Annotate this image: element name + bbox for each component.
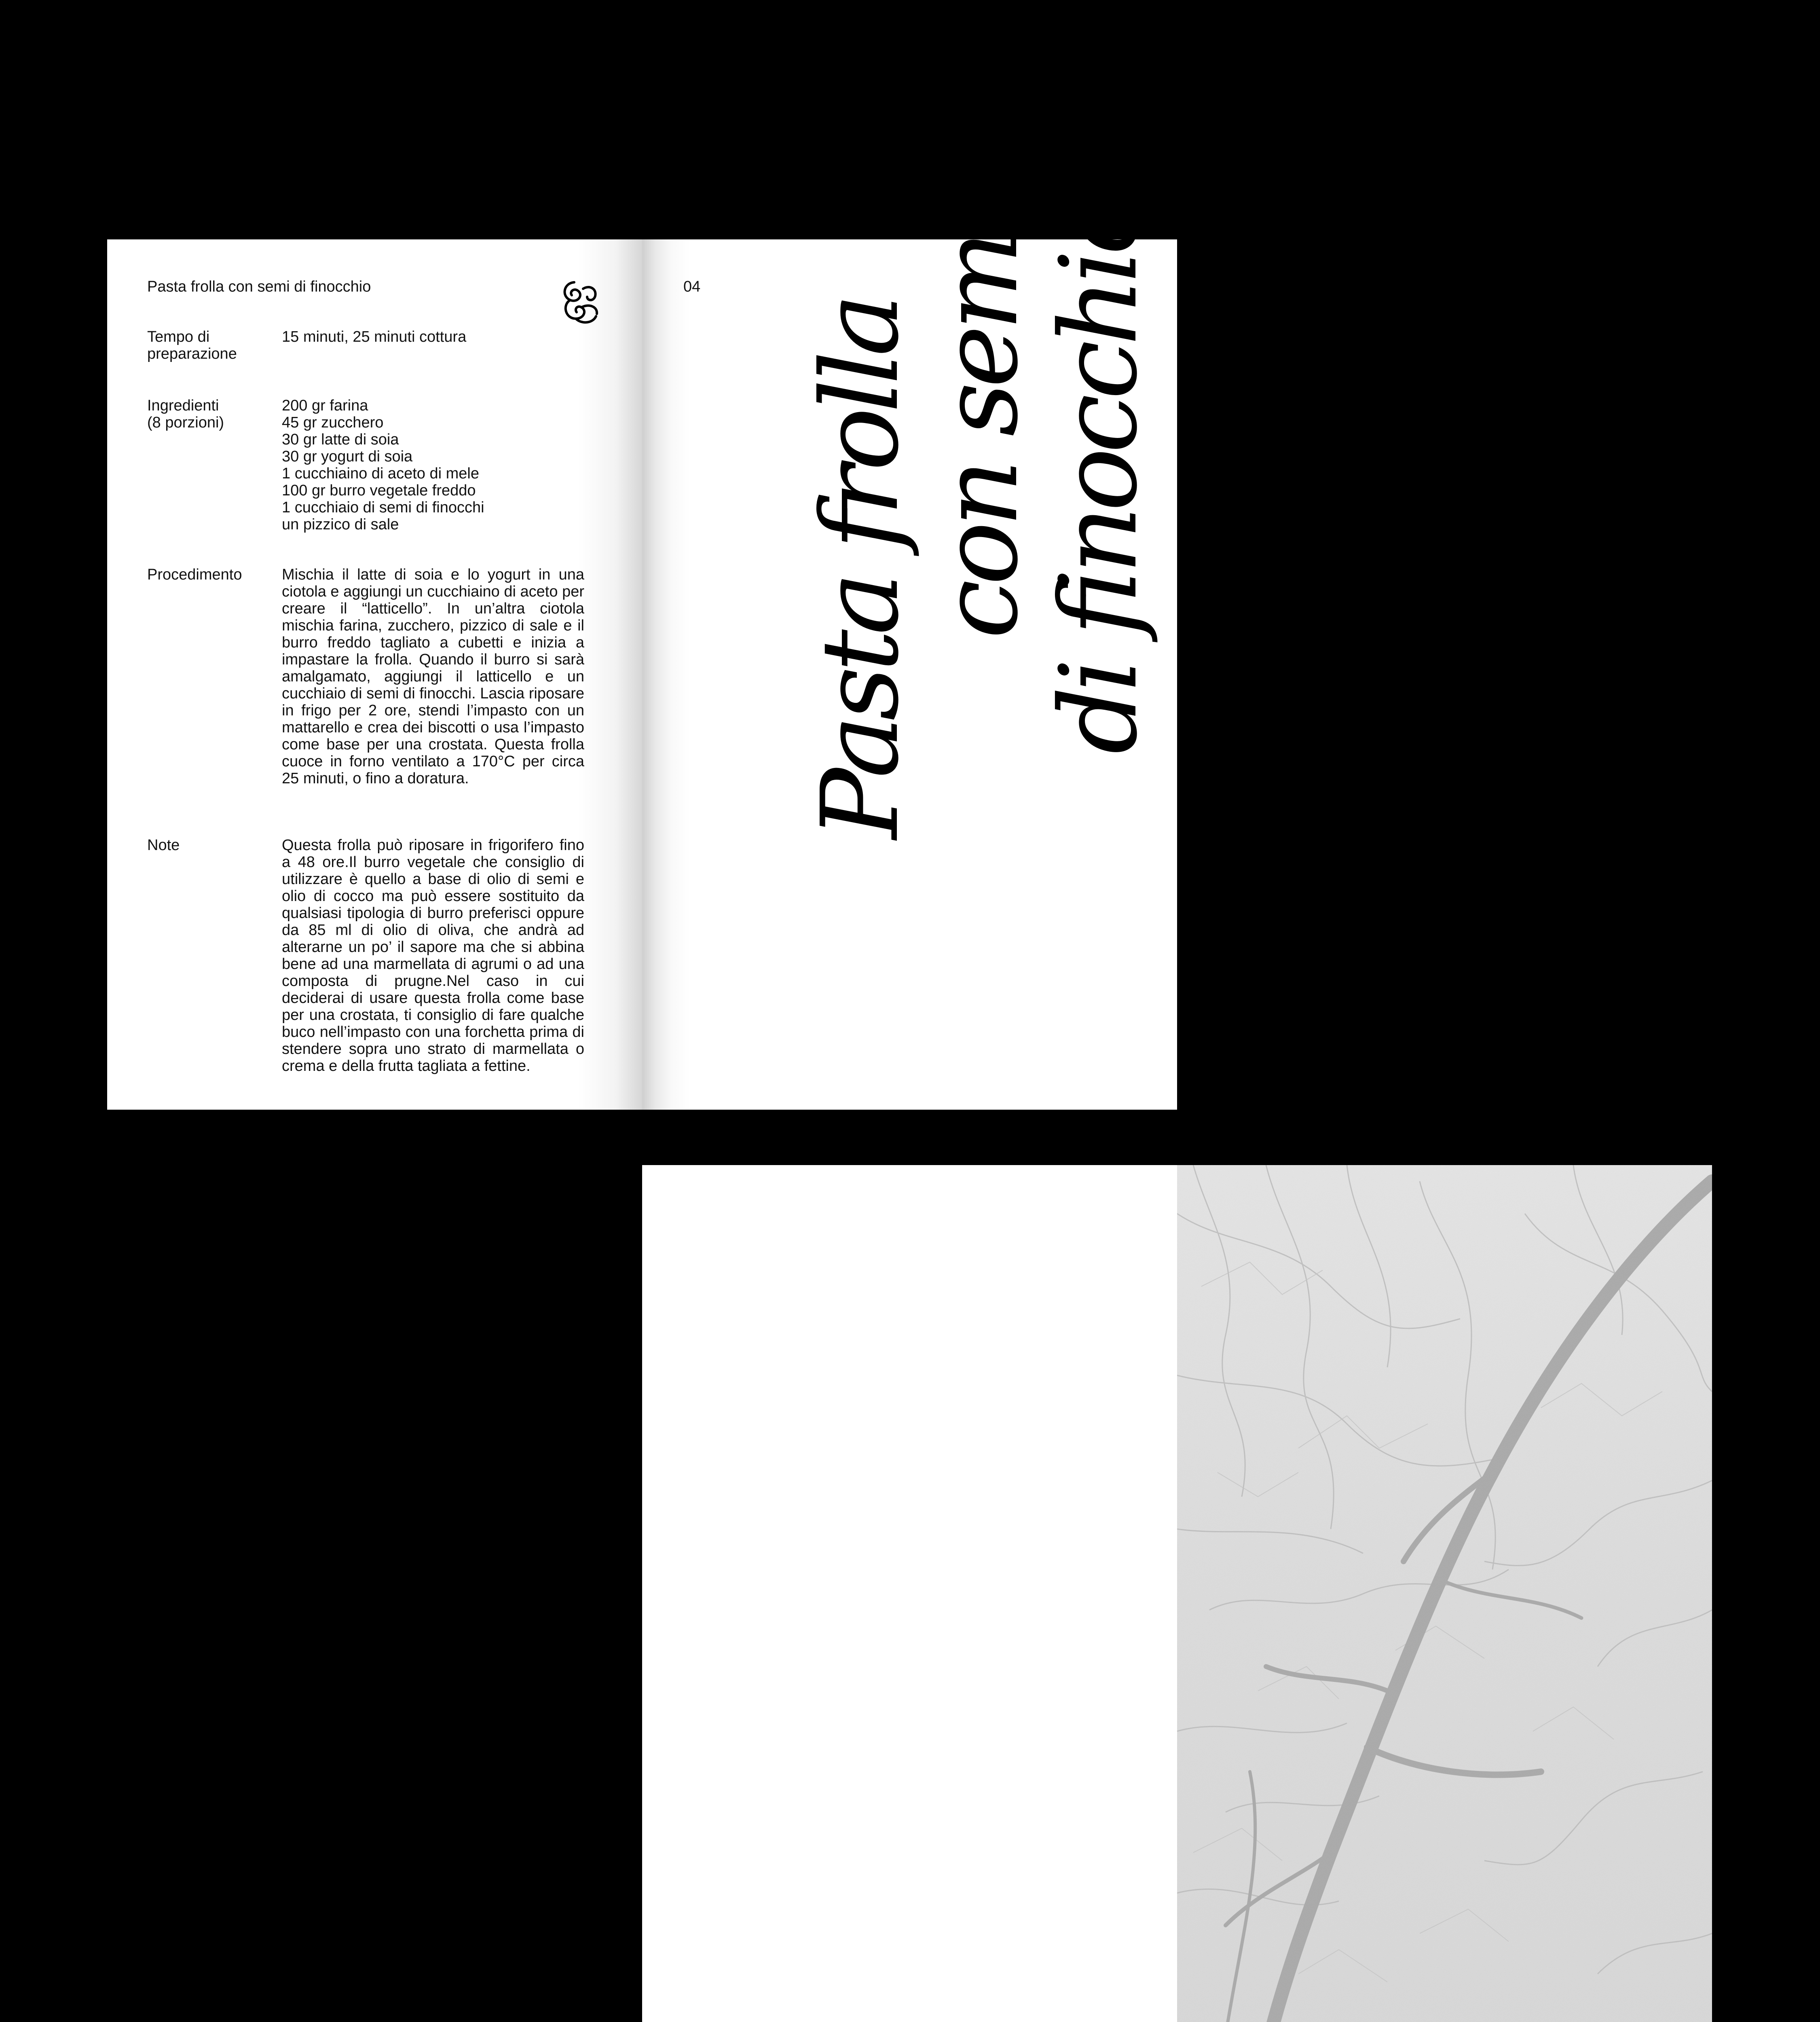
blank-page [642, 1165, 1177, 2022]
title-line-2: con semi [918, 207, 1041, 639]
section-label-ingredients: Ingredienti (8 porzioni) [147, 397, 224, 431]
section-label-notes: Note [147, 837, 180, 854]
section-label-procedure: Procedimento [147, 566, 242, 583]
section-label-time: Tempo di preparazione [147, 328, 237, 362]
title-line-3: di finocchio [1037, 197, 1160, 754]
title-line-1: Pasta frolla [799, 299, 922, 839]
swirl-ornament-icon [558, 277, 602, 327]
notes-text: Questa frolla può riposare in frigorifero fino a 48 ore.Il burro vegetale che consiglio di utilizzare è quello a base di olio di semi e olio di cocco ma può essere sostituito da qualsiasi tipologia di burro preferisci oppure da 85 ml di olio di oliva, che andrà ad alterarne un po’ il sapore ma che si abbina bene ad una marmellata di agrumi o ad una composta di prugne.Nel caso in cui deciderai di usare questa frolla come base per una crostata, ti consiglio di fare qualche buco nell’impasto con una forchetta prima di stendere sopra uno strato di marmellata o crema e della frutta tagliata a fettine. [282, 837, 584, 1074]
recipe-page [107, 239, 642, 1110]
page-number: 04 [683, 278, 701, 295]
section-value-time: 15 minuti, 25 minuti cottura [282, 328, 467, 345]
ingredients-list: 200 gr farina 45 gr zucchero 30 gr latte di soia 30 gr yogurt di soia 1 cucchiaino di aceto di mele 100 gr burro vegetale freddo 1 cucchiaio di semi di finocchi un pizzico di sale [282, 397, 484, 533]
photo-spread [642, 1165, 1712, 2022]
procedure-text: Mischia il latte di soia e lo yogurt in una ciotola e aggiungi un cucchiaino di aceto per creare il “latticello”. In un’altra ciotola mischia farina, zucchero, pizzico di sale e il burro freddo tagliato a cubetti e inizia a impastare la frolla. Quando il burro si sarà amalgamato, aggiungi il latticello e un cucchiaio di semi di finocchi. Lascia riposare in frigo per 2 ore, stendi l’impasto con un mattarello e crea dei biscotti o usa l’impasto come base per una crostata. Questa frolla cuoce in forno ventilato a 170°C per circa 25 minuti, o fino a doratura. [282, 566, 584, 787]
bare-tree-branches-photo [1177, 1165, 1712, 2022]
recipe-title-vertical [801, 197, 1158, 839]
running-title: Pasta frolla con semi di finocchio [147, 278, 371, 295]
